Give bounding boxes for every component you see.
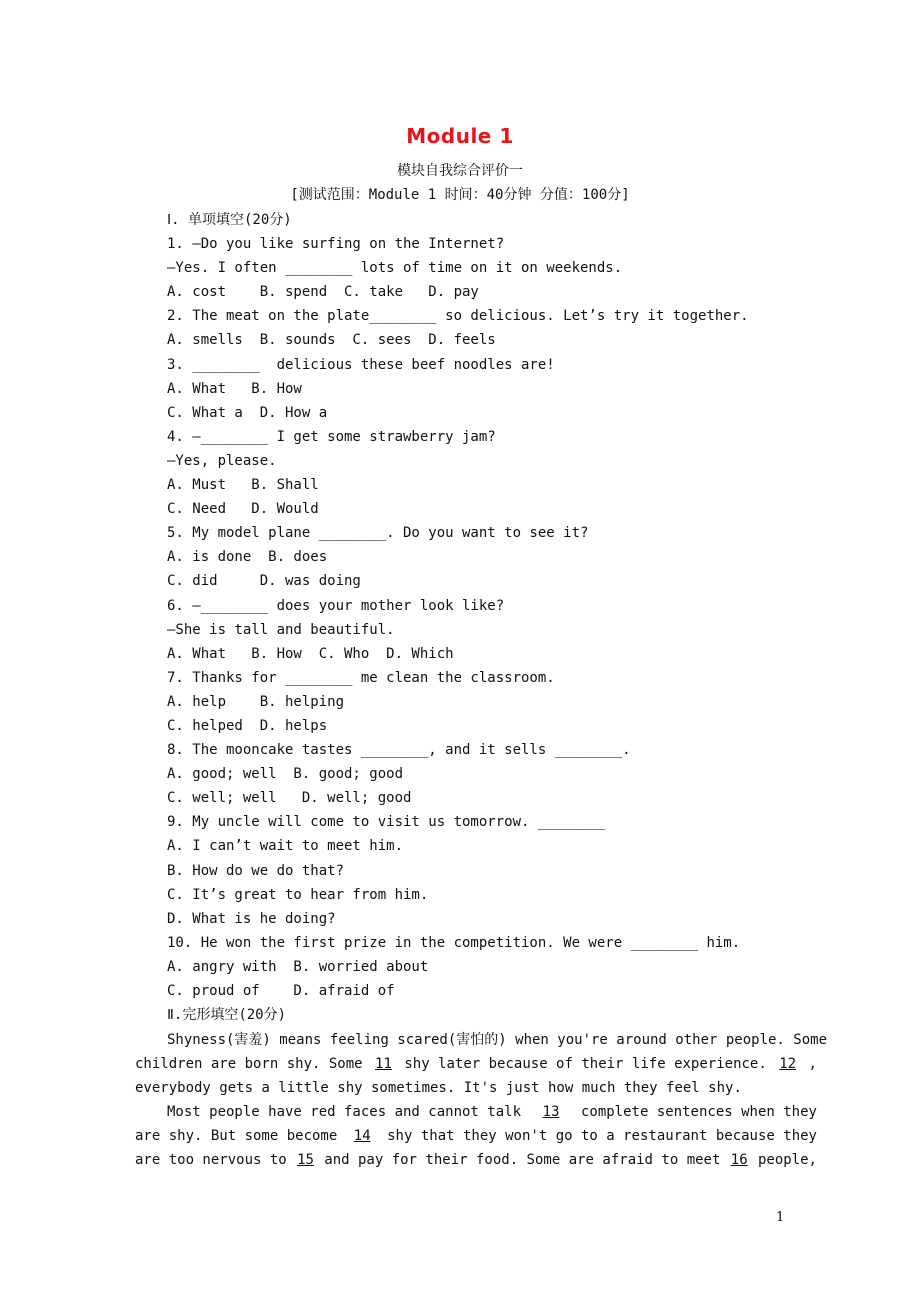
cloze-paragraph-2 [135,1100,817,1172]
question-line: —She is tall and beautiful. [167,621,395,638]
question-line: 3. ________ delicious these beef noodles are! [167,356,555,373]
option-line: D. What is he doing? [167,910,336,927]
section-heading: Ⅰ. 单项填空(20分) [167,212,292,228]
paragraph-line [135,1052,817,1076]
section-heading: Ⅱ.完形填空(20分) [167,1007,287,1024]
question-line: 4. —________ I get some strawberry jam? [167,428,496,445]
option-line: B. How do we do that? [167,862,345,879]
question-line: 7. Thanks for ________ me clean the classroom. [167,669,555,686]
text-span: are shy. But some become [135,1128,338,1145]
text-span: shy that they won't go to a restaurant because they [387,1128,817,1145]
page-title: Module 1 [406,124,514,148]
test-meta: [测试范围：Module 1 时间：40分钟 分值：100分] [290,187,630,203]
text-span: and pay for their food. Some are afraid to meet [324,1152,721,1169]
question-line: 8. The mooncake tastes ________, and it sells ________. [167,742,631,759]
text-span: people, [757,1152,817,1169]
text-span: , [808,1056,817,1073]
text-span: are too nervous to [135,1152,287,1169]
option-line: A. help B. helping [167,693,345,710]
blank-14: 14 [353,1128,371,1145]
question-line: 6. —________ does your mother look like? [167,597,505,614]
question-line: 2. The meat on the plate________ so delicious. Let’s try it together. [167,308,749,325]
section-1 [167,208,807,1027]
blank-12: 12 [779,1056,797,1073]
option-line: C. did D. was doing [167,573,361,590]
question-line: 1. —Do you like surfing on the Internet? [167,236,505,253]
blank-16: 16 [730,1152,748,1169]
page-subtitle: 模块自我综合评价一 [397,163,523,179]
option-line: A. angry with B. worried about [167,958,429,975]
option-line: A. good; well B. good; good [167,766,404,783]
paragraph-line [135,1100,817,1124]
option-line: A. is done B. does [167,549,328,566]
option-line: C. Need D. Would [167,501,319,518]
blank-11: 11 [375,1056,392,1073]
option-line: C. It’s great to hear from him. [167,886,429,903]
question-line: 9. My uncle will come to visit us tomorrow. ________ [167,814,606,831]
paragraph-line: Shyness(害羞) means feeling scared(害怕的) when you're around other people. Some [167,1032,828,1048]
paragraph-line [135,1124,817,1148]
question-line: —Yes. I often ________ lots of time on it on weekends. [167,260,623,277]
text-span: children are born shy. Some [135,1056,363,1073]
blank-13: 13 [542,1104,560,1120]
option-line: A. I can’t wait to meet him. [167,838,404,855]
question-line: 10. He won the first prize in the competition. We were ________ him. [167,934,741,951]
text-span: shy later because of their life experience. [404,1056,767,1073]
option-line: C. What a D. How a [167,404,328,421]
blank-15: 15 [297,1152,314,1169]
option-line: A. smells B. sounds C. sees D. feels [167,332,496,349]
question-line: —Yes, please. [167,452,277,469]
option-line: C. well; well D. well; good [167,790,412,807]
option-line: A. What B. How C. Who D. Which [167,645,454,662]
option-line: A. What B. How [167,380,302,397]
option-line: A. Must B. Shall [167,477,319,494]
text-span: Most people have red faces and cannot talk [167,1104,522,1120]
option-line: C. helped D. helps [167,717,328,734]
text-span: complete sentences when they [580,1104,817,1120]
page-number: 1 [776,1210,785,1225]
paragraph-line [135,1148,817,1172]
paragraph-line: everybody gets a little shy sometimes. It's just how much they feel shy. [135,1080,742,1097]
option-line: C. proud of D. afraid of [167,983,395,999]
option-line: A. cost B. spend C. take D. pay [167,284,479,301]
cloze-paragraph-1 [135,1028,828,1100]
question-line: 5. My model plane ________. Do you want to see it? [167,525,589,542]
